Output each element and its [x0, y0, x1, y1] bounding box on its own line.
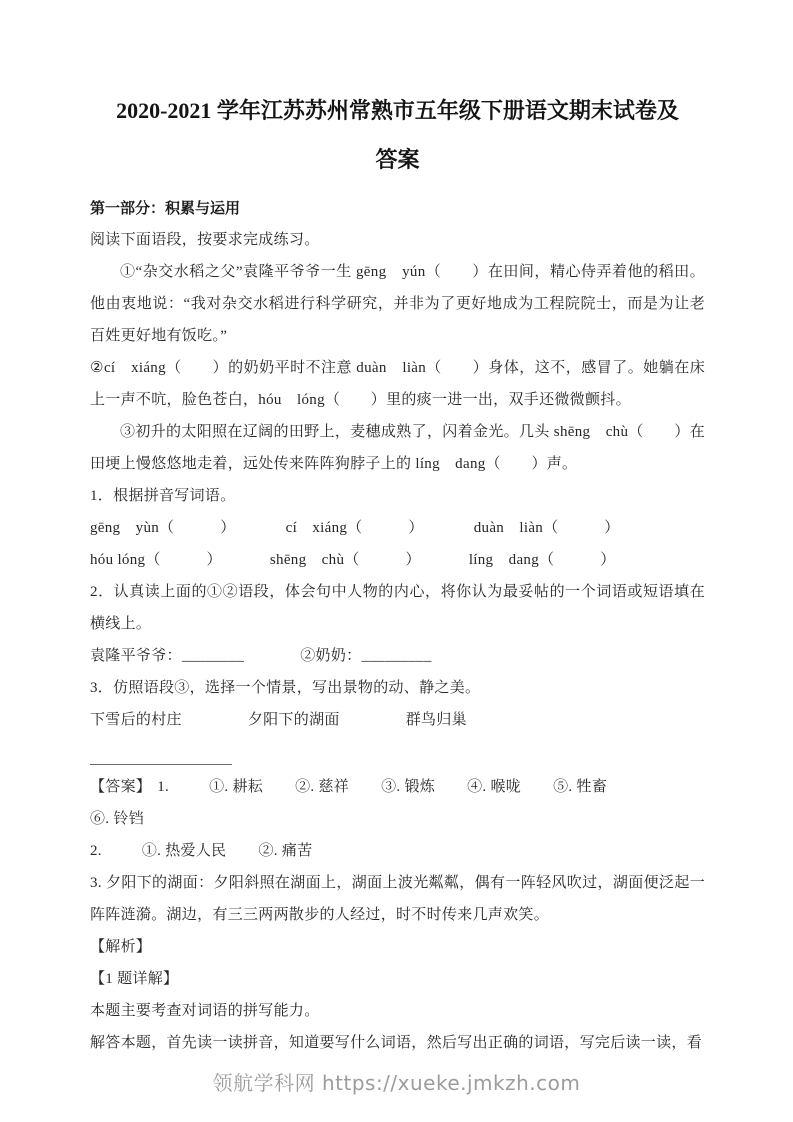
- question-1-stem: 1．根据拼音写词语。: [90, 488, 236, 504]
- pinyin-item-duanlian: duàn liàn（ ）: [473, 520, 620, 536]
- answer-blank-line: [90, 744, 232, 765]
- question-3-option-1: 下雪后的村庄: [90, 712, 182, 728]
- question-1-pinyin-row-1: [90, 512, 705, 544]
- pinyin-item-cixiang: cí xiáng（ ）: [285, 520, 424, 536]
- document-title-line1: 2020-2021 学年江苏苏州常熟市五年级下册语文期末试卷及: [116, 98, 679, 123]
- pinyin-item-lingdang: líng dang（ ）: [468, 552, 616, 568]
- answer-1-row: [90, 771, 705, 803]
- question-3-option-2: 夕阳下的湖面: [247, 712, 340, 728]
- question-3-stem: 3．仿照语段③，选择一个情景，写出景物的动、静之美。: [90, 680, 481, 696]
- analysis-label: 【解析】: [90, 939, 152, 955]
- question-2-blank1-line: ________: [181, 648, 245, 664]
- answer-1-item-1: ①. 耕耘: [209, 779, 264, 795]
- passage-paragraph-3: ③初升的太阳照在辽阔的田野上，麦穗成熟了，闪着金光。几头 shēng chù（ ）在田埂上慢悠悠地走着，远处传来阵阵狗脖子上的 líng dang（ ）声。: [90, 424, 705, 472]
- question-1-pinyin-row-2: [90, 544, 705, 576]
- answer-1-item-4: ④. 喉咙: [467, 779, 522, 795]
- analysis-paragraph-1: 本题主要考查对词语的拼写能力。: [90, 1003, 320, 1019]
- answer-1-item-2: ②. 慈祥: [295, 779, 350, 795]
- answer-label: 【答案】: [90, 779, 152, 795]
- answer-1-number: 1.: [157, 779, 170, 795]
- document-title: [90, 86, 705, 184]
- question-2-stem: 2．认真读上面的①②语段，体会句中人物的内心，将你认为最妥帖的一个词语或短语填在横线上。: [90, 584, 705, 632]
- answer-1-item-3: ③. 锻炼: [381, 779, 436, 795]
- answer-2-number: 2.: [90, 843, 102, 859]
- section-heading: 第一部分：积累与运用: [90, 201, 241, 217]
- answer-3-text: 3. 夕阳下的湖面：夕阳斜照在湖面上，湖面上波光粼粼，偶有一阵轻风吹过，湖面便泛起一阵阵涟漪。湖边，有三三两两散步的人经过，时不时传来几声欢笑。: [90, 875, 705, 923]
- passage-intro: 阅读下面语段，按要求完成练习。: [90, 232, 320, 248]
- answer-2-row: [90, 835, 705, 867]
- answer-2-item-1: ①. 热爱人民: [141, 843, 227, 859]
- question-3-options: [90, 704, 705, 736]
- pinyin-item-gengyun: gēng yùn（ ）: [90, 520, 236, 536]
- document-title-line2: 答案: [375, 147, 420, 172]
- question-3-option-3: 群鸟归巢: [405, 712, 467, 728]
- question-2-blank2-label: ②奶奶：: [300, 648, 362, 664]
- answer-2-item-2: ②. 痛苦: [258, 843, 313, 859]
- question-2-blanks: [90, 640, 705, 672]
- question-2-blank1-label: 袁隆平爷爷：: [90, 648, 182, 664]
- passage-paragraph-1: ①“杂交水稻之父”袁隆平爷爷一生 gēng yún（ ）在田间，精心侍弄着他的稻田。他由衷地说：“我对杂交水稻进行科学研究，并非为了更好地成为工程院院士，而是为让老百姓更好地有饭吃。”: [90, 264, 705, 344]
- answer-1-item-5: ⑤. 牲畜: [553, 779, 608, 795]
- pinyin-item-houlong: hóu lóng（ ）: [90, 552, 222, 568]
- answer-1-continuation: ⑥. 铃铛: [90, 811, 145, 827]
- pinyin-item-shengchu: shēng chù（ ）: [269, 552, 421, 568]
- analysis-paragraph-2: 解答本题，首先读一读拼音，知道要写什么词语，然后写出正确的词语，写完后读一读，看: [90, 1035, 703, 1051]
- passage-paragraph-2: ②cí xiáng（ ）的奶奶平时不注意 duàn liàn（ ）身体，这不，感冒了。她躺在床上一声不吭，脸色苍白，hóu lóng（ ）里的痰一进一出，双手还微微颤抖。: [90, 360, 705, 408]
- watermark-footer: 领航学科网 https://xueke.jmkzh.com: [212, 1071, 581, 1095]
- detail-1-label: 【1 题详解】: [90, 971, 179, 987]
- question-2-blank2-line: _________: [361, 648, 432, 664]
